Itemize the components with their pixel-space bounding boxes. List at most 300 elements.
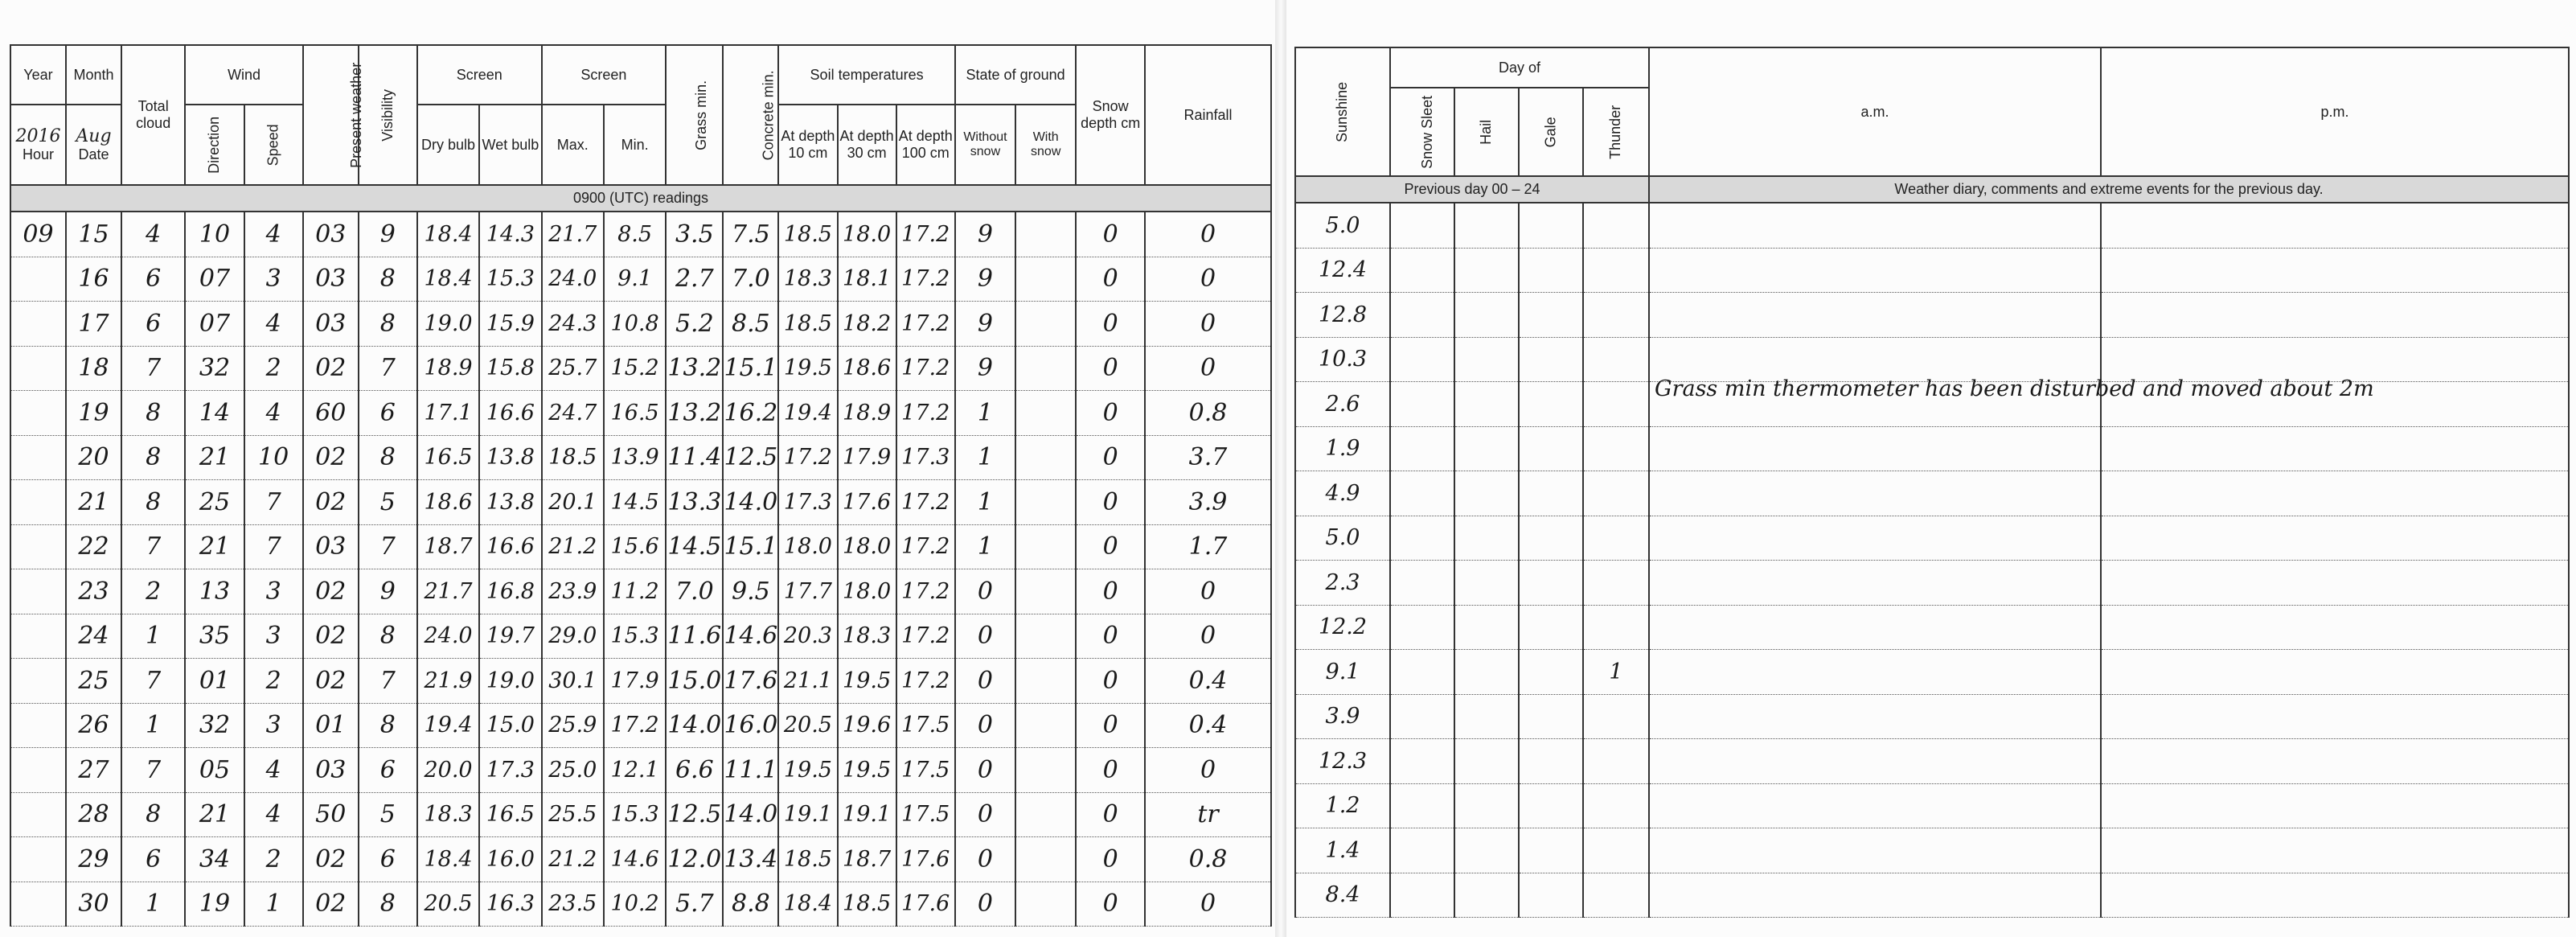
wet-bulb-cell: 16.3 xyxy=(479,882,541,927)
sunshine-cell: 9.1 xyxy=(1295,650,1390,695)
thunder-cell xyxy=(1583,605,1649,650)
hail-cell xyxy=(1454,873,1519,918)
wind-speed-header: Speed xyxy=(244,105,303,185)
rainfall-cell: 0 xyxy=(1145,257,1271,302)
max-temp-cell: 18.5 xyxy=(542,435,604,480)
concrete-min-cell: 7.0 xyxy=(723,257,778,302)
ground-with-snow-cell xyxy=(1015,212,1076,257)
present-weather-cell: 03 xyxy=(303,212,359,257)
max-temp-cell: 21.2 xyxy=(542,837,604,882)
diary-row xyxy=(1295,739,2569,784)
rainfall-cell: 0.8 xyxy=(1145,391,1271,436)
wind-speed-cell: 7 xyxy=(244,524,303,569)
soil-10cm-cell: 21.1 xyxy=(778,659,837,704)
dry-bulb-cell: 18.4 xyxy=(417,257,479,302)
grass-min-cell: 13.3 xyxy=(666,480,723,525)
grass-min-cell: 5.2 xyxy=(666,302,723,347)
dry-bulb-cell: 16.5 xyxy=(417,435,479,480)
present-weather-cell: 60 xyxy=(303,391,359,436)
present-weather-cell: 03 xyxy=(303,257,359,302)
snow-sleet-cell xyxy=(1390,382,1454,427)
visibility-cell: 6 xyxy=(359,391,417,436)
snow-sleet-cell xyxy=(1390,783,1454,828)
wind-direction-header: Direction xyxy=(185,105,244,185)
wind-direction-cell: 25 xyxy=(185,480,244,525)
diary-am-cell xyxy=(1649,203,2101,248)
year-value: 2016 xyxy=(15,126,61,146)
date-cell: 21 xyxy=(66,480,121,525)
diary-am-cell xyxy=(1649,873,2101,918)
thunder-cell xyxy=(1583,337,1649,382)
snow-depth-cell: 0 xyxy=(1076,346,1145,391)
min-header: Min. xyxy=(604,105,666,185)
ground-with-snow-cell xyxy=(1015,480,1076,525)
diary-am-cell xyxy=(1649,426,2101,471)
diary-row xyxy=(1295,293,2569,338)
month-date-cell xyxy=(66,105,121,185)
total-cloud-cell: 8 xyxy=(121,391,185,436)
wind-speed-cell: 4 xyxy=(244,302,303,347)
present-weather-cell: 02 xyxy=(303,659,359,704)
ground-with-snow-cell xyxy=(1015,257,1076,302)
snow-sleet-cell xyxy=(1390,561,1454,606)
soil-30cm-cell: 18.2 xyxy=(838,302,896,347)
hail-cell xyxy=(1454,471,1519,516)
wind-speed-cell: 4 xyxy=(244,792,303,837)
thunder-cell xyxy=(1583,828,1649,873)
readings-row xyxy=(10,480,1271,525)
soil-30cm-cell: 18.9 xyxy=(838,391,896,436)
visibility-cell: 7 xyxy=(359,524,417,569)
concrete-min-cell: 17.6 xyxy=(723,659,778,704)
ground-without-snow-cell: 0 xyxy=(955,748,1015,793)
total-cloud-cell: 7 xyxy=(121,524,185,569)
date-cell: 27 xyxy=(66,748,121,793)
soil-30cm-cell: 18.1 xyxy=(838,257,896,302)
diary-am-cell xyxy=(1649,783,2101,828)
hail-cell xyxy=(1454,382,1519,427)
rainfall-cell: 0 xyxy=(1145,614,1271,659)
gale-cell xyxy=(1519,382,1583,427)
snow-sleet-cell xyxy=(1390,650,1454,695)
hail-header: Hail xyxy=(1454,88,1519,176)
hour-cell xyxy=(10,659,66,704)
readings-row xyxy=(10,569,1271,614)
readings-row xyxy=(10,302,1271,347)
diary-am-cell xyxy=(1649,828,2101,873)
grass-min-cell: 5.7 xyxy=(666,882,723,927)
total-cloud-cell: 2 xyxy=(121,569,185,614)
dry-bulb-cell: 18.7 xyxy=(417,524,479,569)
concrete-min-cell: 14.6 xyxy=(723,614,778,659)
rainfall-cell: 0 xyxy=(1145,212,1271,257)
total-cloud-cell: 6 xyxy=(121,302,185,347)
readings-row xyxy=(10,391,1271,436)
wet-bulb-cell: 14.3 xyxy=(479,212,541,257)
min-temp-cell: 14.5 xyxy=(604,480,666,525)
previous-day-banner: Previous day 00 – 24 xyxy=(1295,176,1649,203)
readings-row xyxy=(10,703,1271,748)
thunder-cell xyxy=(1583,293,1649,338)
ground-without-snow-cell: 0 xyxy=(955,614,1015,659)
wind-speed-cell: 3 xyxy=(244,614,303,659)
diary-row xyxy=(1295,650,2569,695)
soil-100cm-cell: 17.2 xyxy=(896,480,955,525)
soil-30cm-cell: 18.3 xyxy=(838,614,896,659)
hour-cell xyxy=(10,257,66,302)
concrete-min-cell: 16.2 xyxy=(723,391,778,436)
ground-with-snow-cell xyxy=(1015,524,1076,569)
dry-bulb-cell: 24.0 xyxy=(417,614,479,659)
visibility-cell: 8 xyxy=(359,703,417,748)
ground-with-snow-cell xyxy=(1015,659,1076,704)
hour-cell xyxy=(10,569,66,614)
soil-100cm-cell: 17.2 xyxy=(896,212,955,257)
diary-pm-cell xyxy=(2101,203,2569,248)
diary-row xyxy=(1295,828,2569,873)
rainfall-cell: 0 xyxy=(1145,302,1271,347)
present-weather-cell: 02 xyxy=(303,569,359,614)
diary-pm-cell xyxy=(2101,426,2569,471)
readings-row xyxy=(10,614,1271,659)
readings-row xyxy=(10,212,1271,257)
max-temp-cell: 25.7 xyxy=(542,346,604,391)
soil-10cm-cell: 19.1 xyxy=(778,792,837,837)
thunder-cell xyxy=(1583,426,1649,471)
readings-row xyxy=(10,792,1271,837)
visibility-header: Visibility xyxy=(359,45,417,185)
gale-cell xyxy=(1519,248,1583,293)
ground-with-snow-cell xyxy=(1015,391,1076,436)
soil-10cm-cell: 20.5 xyxy=(778,703,837,748)
soil-30cm-cell: 18.0 xyxy=(838,569,896,614)
snow-sleet-cell xyxy=(1390,873,1454,918)
hail-cell xyxy=(1454,337,1519,382)
gale-cell xyxy=(1519,873,1583,918)
date-cell: 16 xyxy=(66,257,121,302)
total-cloud-header: Total cloud xyxy=(121,45,185,185)
date-cell: 24 xyxy=(66,614,121,659)
soil-10cm-cell: 19.5 xyxy=(778,346,837,391)
wind-speed-cell: 4 xyxy=(244,391,303,436)
ground-with-snow-cell xyxy=(1015,614,1076,659)
concrete-min-cell: 14.0 xyxy=(723,792,778,837)
soil-30cm-cell: 18.0 xyxy=(838,524,896,569)
ground-without-snow-cell: 9 xyxy=(955,212,1015,257)
visibility-cell: 9 xyxy=(359,212,417,257)
snow-depth-header: Snow depth cm xyxy=(1076,45,1145,185)
soil-30cm-cell: 17.9 xyxy=(838,435,896,480)
thunder-cell xyxy=(1583,561,1649,606)
hail-cell xyxy=(1454,650,1519,695)
hail-cell xyxy=(1454,293,1519,338)
diary-am-cell xyxy=(1649,605,2101,650)
wind-direction-cell: 21 xyxy=(185,435,244,480)
soil-100cm-cell: 17.2 xyxy=(896,346,955,391)
diary-pm-cell xyxy=(2101,873,2569,918)
wind-direction-cell: 05 xyxy=(185,748,244,793)
thunder-cell: 1 xyxy=(1583,650,1649,695)
min-temp-cell: 13.9 xyxy=(604,435,666,480)
without-snow-header: Without snow xyxy=(955,105,1015,185)
total-cloud-cell: 8 xyxy=(121,792,185,837)
rainfall-cell: 0.8 xyxy=(1145,837,1271,882)
dry-bulb-cell: 19.0 xyxy=(417,302,479,347)
hour-cell xyxy=(10,792,66,837)
wind-speed-cell: 3 xyxy=(244,569,303,614)
thunder-header: Thunder xyxy=(1583,88,1649,176)
gale-cell xyxy=(1519,783,1583,828)
wind-speed-cell: 10 xyxy=(244,435,303,480)
snow-depth-cell: 0 xyxy=(1076,569,1145,614)
diary-am-cell xyxy=(1649,293,2101,338)
concrete-min-cell: 15.1 xyxy=(723,524,778,569)
pm-header: p.m. xyxy=(2101,47,2569,176)
rainfall-cell: 3.7 xyxy=(1145,435,1271,480)
concrete-min-cell: 16.0 xyxy=(723,703,778,748)
diary-row xyxy=(1295,337,2569,382)
diary-pm-cell xyxy=(2101,516,2569,561)
snow-sleet-cell xyxy=(1390,694,1454,739)
min-temp-cell: 15.3 xyxy=(604,792,666,837)
date-cell: 17 xyxy=(66,302,121,347)
sunshine-cell: 12.3 xyxy=(1295,739,1390,784)
gale-cell xyxy=(1519,828,1583,873)
grass-min-cell: 12.5 xyxy=(666,792,723,837)
visibility-cell: 8 xyxy=(359,302,417,347)
total-cloud-cell: 8 xyxy=(121,435,185,480)
rainfall-cell: 1.7 xyxy=(1145,524,1271,569)
readings-row xyxy=(10,257,1271,302)
wet-bulb-cell: 13.8 xyxy=(479,480,541,525)
present-weather-cell: 03 xyxy=(303,302,359,347)
gale-cell xyxy=(1519,561,1583,606)
hour-header: Hour xyxy=(22,146,54,163)
grass-min-cell: 3.5 xyxy=(666,212,723,257)
date-cell: 29 xyxy=(66,837,121,882)
wet-bulb-cell: 16.6 xyxy=(479,391,541,436)
thunder-cell xyxy=(1583,694,1649,739)
min-temp-cell: 15.3 xyxy=(604,614,666,659)
snow-sleet-cell xyxy=(1390,337,1454,382)
wind-direction-cell: 10 xyxy=(185,212,244,257)
ground-with-snow-cell xyxy=(1015,569,1076,614)
concrete-min-cell: 9.5 xyxy=(723,569,778,614)
max-temp-cell: 23.9 xyxy=(542,569,604,614)
grass-min-cell: 11.6 xyxy=(666,614,723,659)
present-weather-cell: 50 xyxy=(303,792,359,837)
readings-row xyxy=(10,882,1271,927)
date-cell: 25 xyxy=(66,659,121,704)
dry-bulb-cell: 18.9 xyxy=(417,346,479,391)
snow-sleet-cell xyxy=(1390,426,1454,471)
rainfall-cell: 0 xyxy=(1145,346,1271,391)
diary-pm-cell xyxy=(2101,248,2569,293)
wind-direction-cell: 21 xyxy=(185,792,244,837)
present-weather-cell: 03 xyxy=(303,748,359,793)
soil-100cm-cell: 17.2 xyxy=(896,257,955,302)
ground-without-snow-cell: 9 xyxy=(955,257,1015,302)
depth-100cm-header: At depth 100 cm xyxy=(896,105,955,185)
date-cell: 18 xyxy=(66,346,121,391)
gale-cell xyxy=(1519,471,1583,516)
wind-direction-cell: 21 xyxy=(185,524,244,569)
soil-10cm-cell: 20.3 xyxy=(778,614,837,659)
wind-header: Wind xyxy=(185,45,302,105)
visibility-cell: 7 xyxy=(359,346,417,391)
ground-without-snow-cell: 9 xyxy=(955,302,1015,347)
snow-sleet-cell xyxy=(1390,471,1454,516)
ground-with-snow-cell xyxy=(1015,346,1076,391)
visibility-cell: 7 xyxy=(359,659,417,704)
wind-direction-cell: 35 xyxy=(185,614,244,659)
soil-10cm-cell: 19.4 xyxy=(778,391,837,436)
hour-cell: 09 xyxy=(10,212,66,257)
wet-bulb-cell: 13.8 xyxy=(479,435,541,480)
rainfall-cell: 3.9 xyxy=(1145,480,1271,525)
soil-100cm-cell: 17.3 xyxy=(896,435,955,480)
concrete-min-cell: 11.1 xyxy=(723,748,778,793)
soil-100cm-cell: 17.5 xyxy=(896,748,955,793)
dry-bulb-header: Dry bulb xyxy=(417,105,479,185)
grass-min-cell: 15.0 xyxy=(666,659,723,704)
diary-pm-cell xyxy=(2101,605,2569,650)
grass-min-cell: 14.5 xyxy=(666,524,723,569)
hail-cell xyxy=(1454,828,1519,873)
diary-pm-cell xyxy=(2101,337,2569,382)
thunder-cell xyxy=(1583,248,1649,293)
hour-cell xyxy=(10,703,66,748)
right-page-diary xyxy=(1286,0,2576,937)
visibility-cell: 6 xyxy=(359,748,417,793)
max-temp-cell: 24.7 xyxy=(542,391,604,436)
hour-cell xyxy=(10,524,66,569)
wet-bulb-cell: 16.8 xyxy=(479,569,541,614)
total-cloud-cell: 1 xyxy=(121,703,185,748)
soil-30cm-cell: 19.5 xyxy=(838,748,896,793)
soil-30cm-cell: 17.6 xyxy=(838,480,896,525)
sunshine-header: Sunshine xyxy=(1295,47,1390,176)
min-temp-cell: 10.8 xyxy=(604,302,666,347)
grass-min-header: Grass min. xyxy=(666,45,723,185)
readings-row xyxy=(10,748,1271,793)
rainfall-cell: 0 xyxy=(1145,748,1271,793)
diary-row xyxy=(1295,248,2569,293)
rainfall-cell: 0 xyxy=(1145,882,1271,927)
diary-am-cell xyxy=(1649,337,2101,382)
soil-100cm-cell: 17.2 xyxy=(896,391,955,436)
date-cell: 19 xyxy=(66,391,121,436)
max-temp-cell: 25.0 xyxy=(542,748,604,793)
max-temp-cell: 25.5 xyxy=(542,792,604,837)
concrete-min-cell: 13.4 xyxy=(723,837,778,882)
total-cloud-cell: 7 xyxy=(121,346,185,391)
present-weather-cell: 02 xyxy=(303,614,359,659)
total-cloud-cell: 6 xyxy=(121,837,185,882)
ground-with-snow-cell xyxy=(1015,435,1076,480)
date-cell: 30 xyxy=(66,882,121,927)
screen-header-1: Screen xyxy=(417,45,542,105)
wet-bulb-cell: 17.3 xyxy=(479,748,541,793)
soil-10cm-cell: 19.5 xyxy=(778,748,837,793)
max-temp-cell: 23.5 xyxy=(542,882,604,927)
min-temp-cell: 14.6 xyxy=(604,837,666,882)
snow-sleet-cell xyxy=(1390,739,1454,784)
soil-100cm-cell: 17.2 xyxy=(896,524,955,569)
soil-temperatures-header: Soil temperatures xyxy=(778,45,954,105)
diary-am-cell xyxy=(1649,561,2101,606)
sunshine-cell: 1.4 xyxy=(1295,828,1390,873)
gale-cell xyxy=(1519,337,1583,382)
sunshine-cell: 2.3 xyxy=(1295,561,1390,606)
snow-depth-cell: 0 xyxy=(1076,391,1145,436)
gale-cell xyxy=(1519,426,1583,471)
wet-bulb-cell: 16.6 xyxy=(479,524,541,569)
dry-bulb-cell: 18.4 xyxy=(417,212,479,257)
soil-10cm-cell: 17.2 xyxy=(778,435,837,480)
grass-min-cell: 2.7 xyxy=(666,257,723,302)
ground-without-snow-cell: 1 xyxy=(955,391,1015,436)
dry-bulb-cell: 18.3 xyxy=(417,792,479,837)
wind-speed-cell: 2 xyxy=(244,659,303,704)
dry-bulb-cell: 17.1 xyxy=(417,391,479,436)
grass-min-cell: 6.6 xyxy=(666,748,723,793)
min-temp-cell: 15.6 xyxy=(604,524,666,569)
readings-row xyxy=(10,837,1271,882)
ground-with-snow-cell xyxy=(1015,882,1076,927)
day-of-header: Day of xyxy=(1390,47,1649,88)
snow-depth-cell: 0 xyxy=(1076,703,1145,748)
soil-10cm-cell: 18.5 xyxy=(778,212,837,257)
soil-30cm-cell: 19.6 xyxy=(838,703,896,748)
max-temp-cell: 25.9 xyxy=(542,703,604,748)
ground-without-snow-cell: 1 xyxy=(955,524,1015,569)
year-hour-cell xyxy=(10,105,66,185)
wet-bulb-cell: 15.8 xyxy=(479,346,541,391)
rainfall-cell: 0 xyxy=(1145,569,1271,614)
snow-depth-cell: 0 xyxy=(1076,257,1145,302)
hour-cell xyxy=(10,837,66,882)
present-weather-cell: 01 xyxy=(303,703,359,748)
present-weather-cell: 02 xyxy=(303,837,359,882)
present-weather-header: Present weather xyxy=(303,45,359,185)
wind-speed-cell: 2 xyxy=(244,346,303,391)
hour-cell xyxy=(10,302,66,347)
soil-10cm-cell: 18.4 xyxy=(778,882,837,927)
concrete-min-cell: 14.0 xyxy=(723,480,778,525)
gale-cell xyxy=(1519,293,1583,338)
total-cloud-cell: 8 xyxy=(121,480,185,525)
wet-bulb-cell: 15.0 xyxy=(479,703,541,748)
readings-row xyxy=(10,435,1271,480)
sunshine-cell: 2.6 xyxy=(1295,382,1390,427)
depth-30cm-header: At depth 30 cm xyxy=(838,105,896,185)
ground-without-snow-cell: 0 xyxy=(955,882,1015,927)
total-cloud-cell: 1 xyxy=(121,614,185,659)
wind-speed-cell: 4 xyxy=(244,212,303,257)
diary-pm-cell xyxy=(2101,694,2569,739)
snow-depth-cell: 0 xyxy=(1076,435,1145,480)
min-temp-cell: 17.9 xyxy=(604,659,666,704)
with-snow-header: With snow xyxy=(1015,105,1076,185)
soil-100cm-cell: 17.2 xyxy=(896,569,955,614)
snow-sleet-cell xyxy=(1390,203,1454,248)
snow-depth-cell: 0 xyxy=(1076,524,1145,569)
diary-row xyxy=(1295,605,2569,650)
visibility-cell: 8 xyxy=(359,614,417,659)
soil-100cm-cell: 17.5 xyxy=(896,792,955,837)
soil-30cm-cell: 19.5 xyxy=(838,659,896,704)
